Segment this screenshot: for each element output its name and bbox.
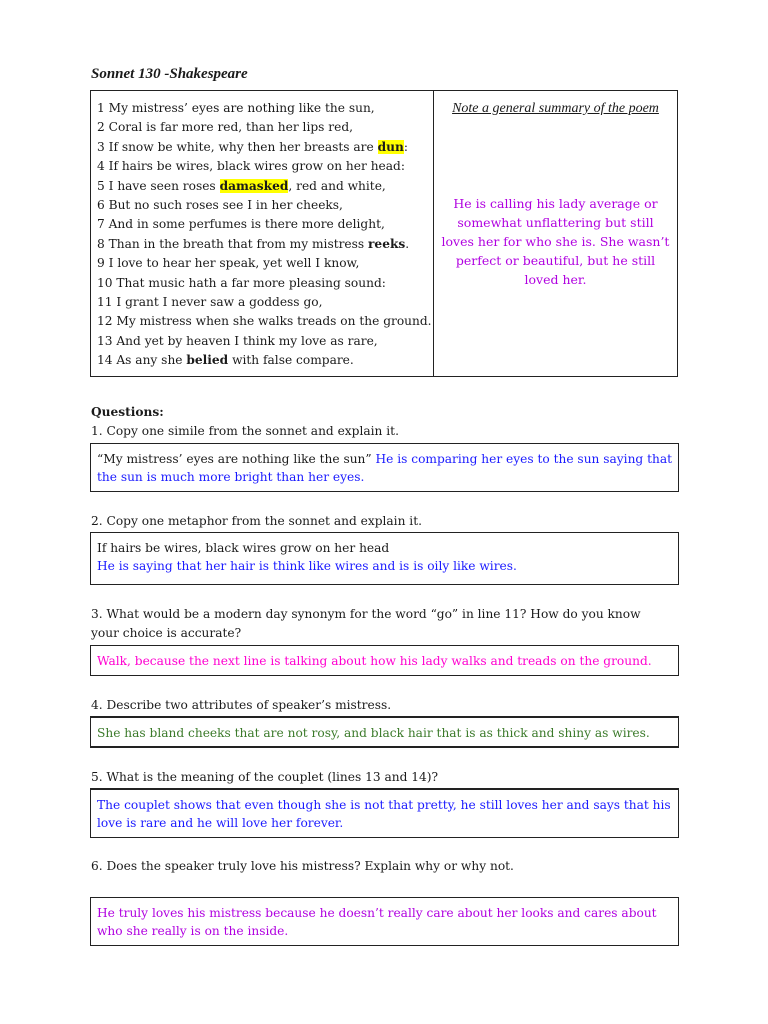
sonnet-table [90, 90, 678, 377]
sonnet-line [97, 274, 433, 293]
answer-box-6[interactable] [90, 897, 679, 946]
line-text: 7 And in some perfumes is there more delight, [97, 217, 385, 232]
sonnet-line [97, 177, 433, 196]
highlighted-word: dun [377, 139, 404, 154]
line-text: 9 I love to hear her speak, yet well I know, [97, 256, 360, 271]
questions-heading: Questions: [91, 405, 164, 419]
answer-box-5[interactable] [90, 788, 679, 838]
answer-box-1[interactable] [90, 443, 679, 492]
sonnet-line [97, 215, 433, 234]
line-text: : [403, 139, 408, 154]
answer-box-4[interactable] [90, 716, 679, 748]
summary-cell [434, 91, 677, 376]
sonnet-line [97, 351, 433, 370]
answer-box-3[interactable] [90, 645, 679, 676]
bold-word: reeks [368, 236, 406, 251]
line-text: 12 My mistress when she walks treads on the ground. [97, 314, 432, 329]
line-text: 4 If hairs be wires, black wires grow on her head: [97, 159, 405, 174]
line-text: 10 That music hath a far more pleasing sound: [97, 275, 386, 290]
line-text: 6 But no such roses see I in her cheeks, [97, 198, 343, 213]
sonnet-line [97, 138, 433, 157]
line-text: 5 I have seen roses [97, 178, 220, 193]
line-text: 13 And yet by heaven I think my love as rare, [97, 333, 378, 348]
line-text: 11 I grant I never saw a goddess go, [97, 295, 323, 310]
sonnet-line [97, 196, 433, 215]
line-text: 1 My mistress’ eyes are nothing like the sun, [97, 101, 375, 115]
line-text: 2 Coral is far more red, than her lips red, [97, 120, 353, 135]
question-4: 4. Describe two attributes of speaker’s mistress. [91, 698, 392, 712]
sonnet-line [97, 235, 433, 254]
line-text: 3 If snow be white, why then her breasts are [97, 139, 378, 154]
sonnet-line [97, 157, 433, 176]
answer-text: He is saying that her hair is think like wires and is is oily like wires. [97, 559, 517, 573]
question-3: 3. What would be a modern day synonym for the word “go” in line 11? How do you know your choice is accurate? [91, 607, 641, 640]
quote-text: “My mistress’ eyes are nothing like the sun” [97, 452, 372, 466]
page-title: Sonnet 130 -Shakespeare [91, 66, 248, 82]
question-1: 1. Copy one simile from the sonnet and explain it. [91, 424, 399, 438]
bold-word: belied [186, 353, 229, 368]
question-5: 5. What is the meaning of the couplet (lines 13 and 14)? [91, 770, 439, 784]
answer-text: She has bland cheeks that are not rosy, and black hair that is as thick and shiny as wires. [97, 726, 650, 740]
answer-box-2[interactable] [90, 532, 679, 585]
highlighted-word: damasked [219, 178, 289, 193]
line-text: . [405, 236, 410, 251]
question-2: 2. Copy one metaphor from the sonnet and explain it. [91, 514, 422, 528]
answer-text: The couplet shows that even though she is not that pretty, he still loves her and says that his love is rare and he will love her forever. [97, 798, 671, 830]
summary-heading: Note a general summary of the poem [452, 101, 659, 116]
sonnet-line [97, 254, 433, 273]
answer-text: He truly loves his mistress because he doesn’t really care about her looks and cares about who she really is on the inside. [97, 906, 657, 938]
line-text: , red and white, [288, 178, 386, 193]
answer-text: Walk, because the next line is talking about how his lady walks and treads on the ground. [97, 654, 652, 668]
sonnet-line [97, 312, 433, 331]
line-text: 14 As any she [97, 353, 187, 368]
sonnet-line [97, 99, 433, 118]
sonnet-line [97, 118, 433, 137]
line-text: 8 Than in the breath that from my mistress [97, 236, 369, 251]
quote-text: If hairs be wires, black wires grow on her head [97, 541, 390, 555]
sonnet-lines [91, 91, 434, 376]
question-6: 6. Does the speaker truly love his mistress? Explain why or why not. [91, 859, 514, 873]
line-text: with false compare. [228, 353, 354, 368]
answer-text: He is comparing her eyes to the sun saying that the sun is much more bright than her eyes. [97, 452, 673, 484]
summary-answer: He is calling his lady average or somewhat unflattering but still loves her for who she is. She wasn’t perfect or beautiful, but he still loved her. [441, 196, 670, 287]
sonnet-line [97, 332, 433, 351]
sonnet-line [97, 293, 433, 312]
